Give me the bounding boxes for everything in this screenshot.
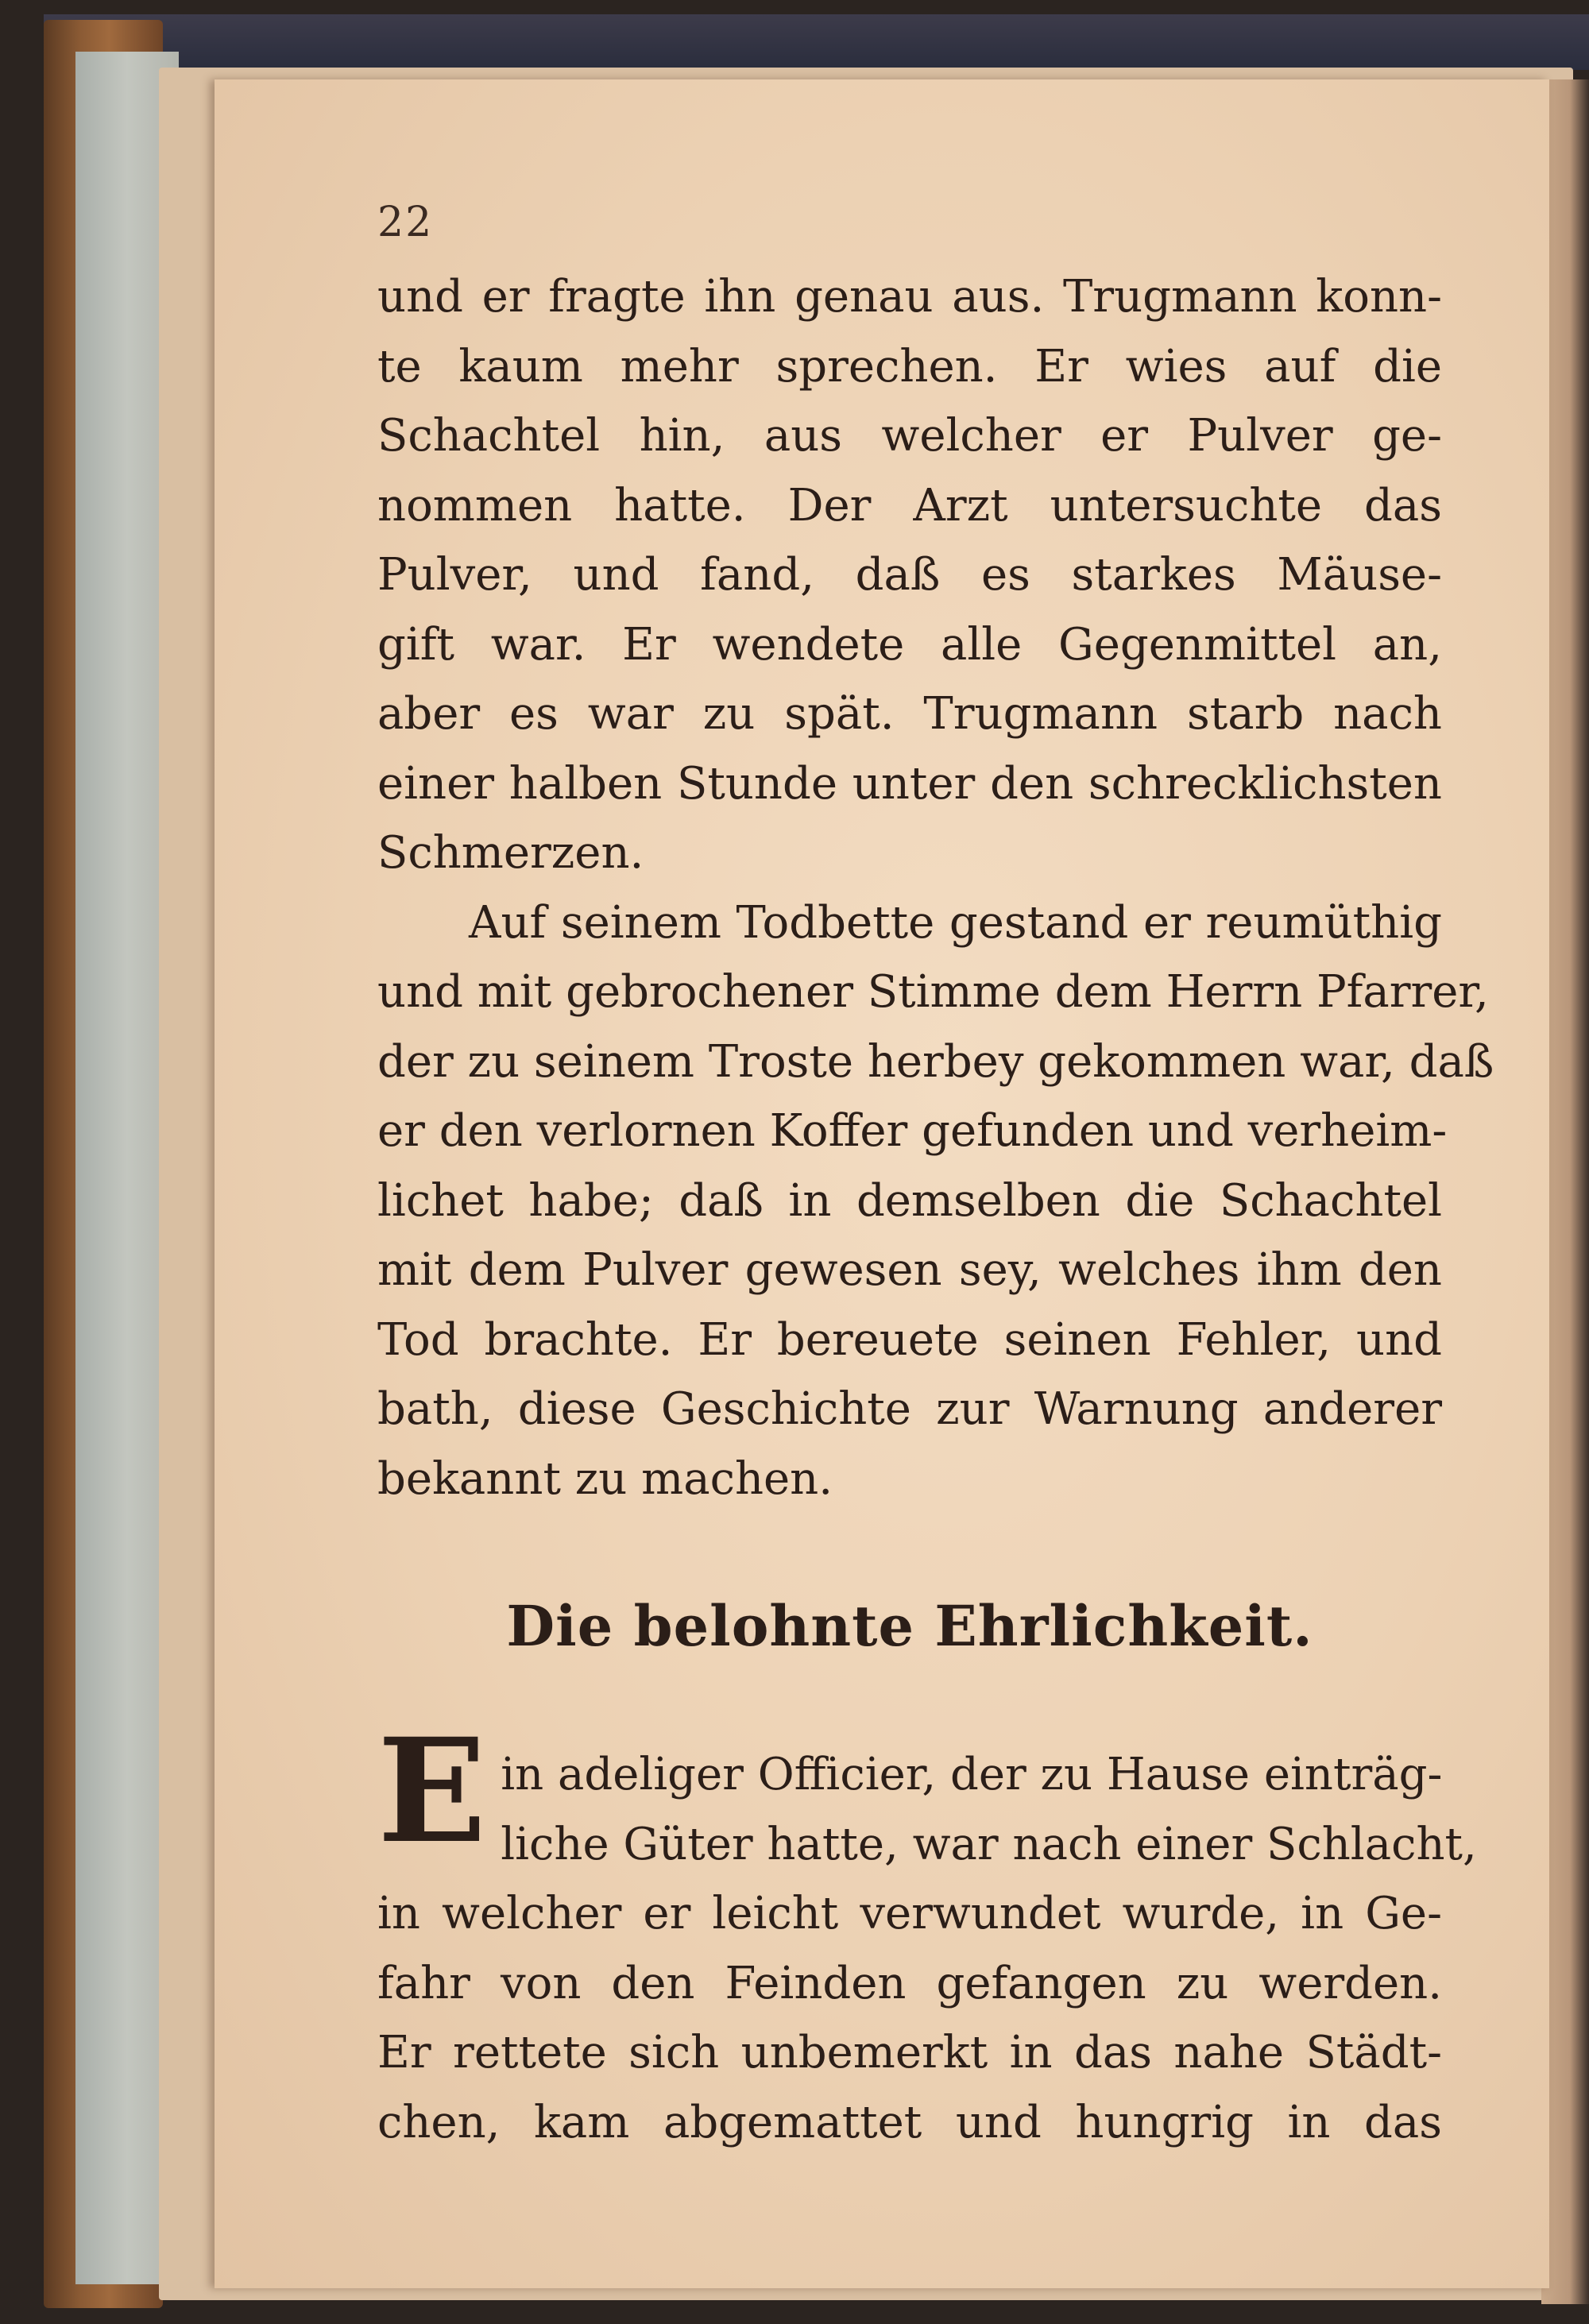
page-number: 22 — [377, 199, 434, 246]
text-line: Pulver, und fand, daß es starkes Mäuse- — [377, 549, 1442, 601]
text-line: nommen hatte. Der Arzt untersuchte das — [377, 479, 1442, 532]
text-line: Tod brachte. Er bereuete seinen Fehler, und — [377, 1313, 1442, 1366]
text-line: der zu seinem Troste herbey gekommen war, daß — [377, 1035, 1494, 1088]
text-line: er den verlornen Koffer gefunden und verheim- — [377, 1105, 1448, 1157]
text-line: bekannt zu machen. — [377, 1452, 833, 1505]
text-line: gift war. Er wendete alle Gegenmittel an, — [377, 618, 1442, 671]
text-line: Schmerzen. — [377, 827, 644, 879]
text-line: Schachtel hin, aus welcher er Pulver ge- — [377, 410, 1442, 462]
text-line: Er rettete sich unbemerkt in das nahe Städt- — [377, 2027, 1442, 2078]
text-line: te kaum mehr sprechen. Er wies auf die — [377, 340, 1442, 392]
story-paragraph — [377, 1707, 1477, 2157]
text-line: in welcher er leicht verwundet wurde, in Ge- — [377, 1888, 1442, 1939]
paragraph-continued — [377, 262, 1494, 1514]
text-line: lichet habe; daß in demselben die Schachtel — [377, 1174, 1442, 1227]
text-line: und er fragte ihn genau aus. Trugmann konn- — [377, 271, 1442, 323]
text-line: aber es war zu spät. Trugmann starb nach — [377, 688, 1442, 740]
story-heading: Die belohnte Ehrlichkeit. — [506, 1593, 1313, 1659]
text-line: mit dem Pulver gewesen sey, welches ihm den — [377, 1244, 1442, 1296]
text-line: fahr von den Feinden gefangen zu werden. — [377, 1957, 1442, 2009]
text-line: bath, diese Geschichte zur Warnung anderer — [377, 1383, 1442, 1435]
text-line: in adeliger Officier, der zu Hause einträg- — [501, 1749, 1443, 1800]
text-line: und mit gebrochener Stimme dem Herrn Pfarrer, — [377, 966, 1489, 1018]
text-line: chen, kam abgemattet und hungrig in das — [377, 2096, 1442, 2148]
text-line: liche Güter hatte, war nach einer Schlacht, — [501, 1818, 1477, 1870]
text-line: Auf seinem Todbette gestand er reumüthig — [469, 896, 1442, 949]
text-line: einer halben Stunde unter den schrecklichsten — [377, 757, 1442, 810]
book-cover-top — [44, 14, 1589, 70]
book-page — [215, 79, 1549, 2288]
drop-cap: E — [377, 1707, 487, 1875]
